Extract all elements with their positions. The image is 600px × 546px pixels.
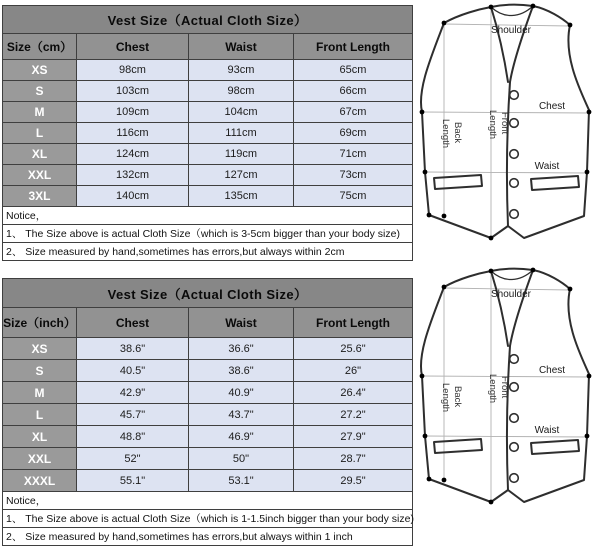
waist-value: 36.6" [189,338,294,360]
back-length-label-word2: Length [440,383,451,413]
waist-value: 43.7" [189,404,294,426]
waist-value: 53.1" [189,470,294,492]
right-pocket [531,176,579,190]
table-row [3,426,413,448]
front-length-value: 25.6" [294,338,413,360]
notice-item-2: 2、 Size measured by hand,sometimes has errors,but always within 2cm [3,243,413,261]
waist-value: 135cm [189,186,294,207]
table-title: Vest Size（Actual Cloth Size） [3,279,413,308]
front-length-value: 67cm [294,102,413,123]
notice-item-1: 1、 The Size above is actual Cloth Size（which is 3-5cm bigger than your body size) [3,225,413,243]
chest-value: 45.7" [77,404,189,426]
col-header-waist: Waist [189,34,294,60]
notice-item-row [3,528,413,546]
notice-header-row [3,492,413,510]
table-row [3,186,413,207]
size-label: XL [3,426,77,448]
table-row [3,382,413,404]
size-label: S [3,81,77,102]
table-row [3,165,413,186]
size-label: M [3,102,77,123]
size-label: L [3,404,77,426]
chest-value: 40.5" [77,360,189,382]
size-label: L [3,123,77,144]
table-row [3,448,413,470]
table-row [3,60,413,81]
shoulder-label: Shoulder [490,25,532,36]
table-row [3,338,413,360]
vest-diagram [412,266,600,514]
waist-label: Waist [534,161,560,172]
chest-value: 52" [77,448,189,470]
col-header-size: Size（cm） [3,34,77,60]
chest-value: 103cm [77,81,189,102]
size-label: XXL [3,448,77,470]
notice-label: Notice， [3,207,413,225]
table-title-row [3,279,413,308]
chest-value: 140cm [77,186,189,207]
front-length-label-word1: Front [499,112,510,135]
chest-value: 38.6" [77,338,189,360]
back-length-label-word2: Length [440,119,451,149]
front-length-label-word2: Length [487,110,498,140]
front-length-value: 29.5" [294,470,413,492]
table-row [3,102,413,123]
front-length-label-word1: Front [499,376,510,399]
waist-value: 38.6" [189,360,294,382]
front-length-value: 75cm [294,186,413,207]
notice-item-1: 1、 The Size above is actual Cloth Size（which is 1-1.5inch bigger than your body size) [3,510,413,528]
waist-value: 127cm [189,165,294,186]
shoulder-label: Shoulder [490,289,532,300]
waist-value: 104cm [189,102,294,123]
vest-diagram [412,2,600,250]
front-length-value: 26" [294,360,413,382]
table-row [3,404,413,426]
table-row [3,360,413,382]
waist-value: 46.9" [189,426,294,448]
col-header-chest: Chest [77,308,189,338]
vest-label-texts [440,289,565,436]
waist-value: 98cm [189,81,294,102]
col-header-front-length: Front Length [294,308,413,338]
col-header-size: Size（inch） [3,308,77,338]
table-row [3,123,413,144]
waist-label: Waist [534,425,560,436]
size-label: XL [3,144,77,165]
size-label: S [3,360,77,382]
waist-value: 111cm [189,123,294,144]
waist-value: 40.9" [189,382,294,404]
chest-label: Chest [538,101,566,112]
notice-item-2: 2、 Size measured by hand,sometimes has errors,but always within 1 inch [3,528,413,546]
size-table-cm [2,5,413,261]
front-length-value: 66cm [294,81,413,102]
table-row [3,470,413,492]
right-pocket [531,440,579,454]
chest-value: 109cm [77,102,189,123]
left-pocket [434,439,482,453]
front-length-value: 73cm [294,165,413,186]
table-row [3,144,413,165]
size-label: XS [3,338,77,360]
vest-buttons [510,91,519,219]
size-label: M [3,382,77,404]
size-label: XXL [3,165,77,186]
chest-value: 124cm [77,144,189,165]
notice-item-row [3,225,413,243]
back-length-label-word1: Back [452,122,463,144]
front-length-value: 27.2" [294,404,413,426]
back-length-label-word1: Back [452,386,463,408]
front-length-value: 69cm [294,123,413,144]
notice-item-row [3,510,413,528]
notice-header-row [3,207,413,225]
waist-value: 93cm [189,60,294,81]
size-label: 3XL [3,186,77,207]
chest-value: 55.1" [77,470,189,492]
chest-value: 42.9" [77,382,189,404]
notice-label: Notice， [3,492,413,510]
table-title-row [3,6,413,34]
column-header-row [3,34,413,60]
chest-value: 116cm [77,123,189,144]
front-length-value: 71cm [294,144,413,165]
notice-item-row [3,243,413,261]
chest-value: 48.8" [77,426,189,448]
size-table-inch [2,278,413,546]
left-pocket [434,175,482,189]
waist-value: 119cm [189,144,294,165]
vest-buttons [510,355,519,483]
chest-label: Chest [538,365,566,376]
front-length-value: 26.4" [294,382,413,404]
front-length-value: 27.9" [294,426,413,448]
chest-value: 98cm [77,60,189,81]
front-length-value: 28.7" [294,448,413,470]
front-length-label-word2: Length [487,374,498,404]
column-header-row [3,308,413,338]
front-length-value: 65cm [294,60,413,81]
chest-value: 132cm [77,165,189,186]
table-row [3,81,413,102]
col-header-front-length: Front Length [294,34,413,60]
table-title: Vest Size（Actual Cloth Size） [3,6,413,34]
size-label: XXXL [3,470,77,492]
col-header-waist: Waist [189,308,294,338]
waist-value: 50" [189,448,294,470]
vest-label-texts [440,25,565,172]
col-header-chest: Chest [77,34,189,60]
size-label: XS [3,60,77,81]
